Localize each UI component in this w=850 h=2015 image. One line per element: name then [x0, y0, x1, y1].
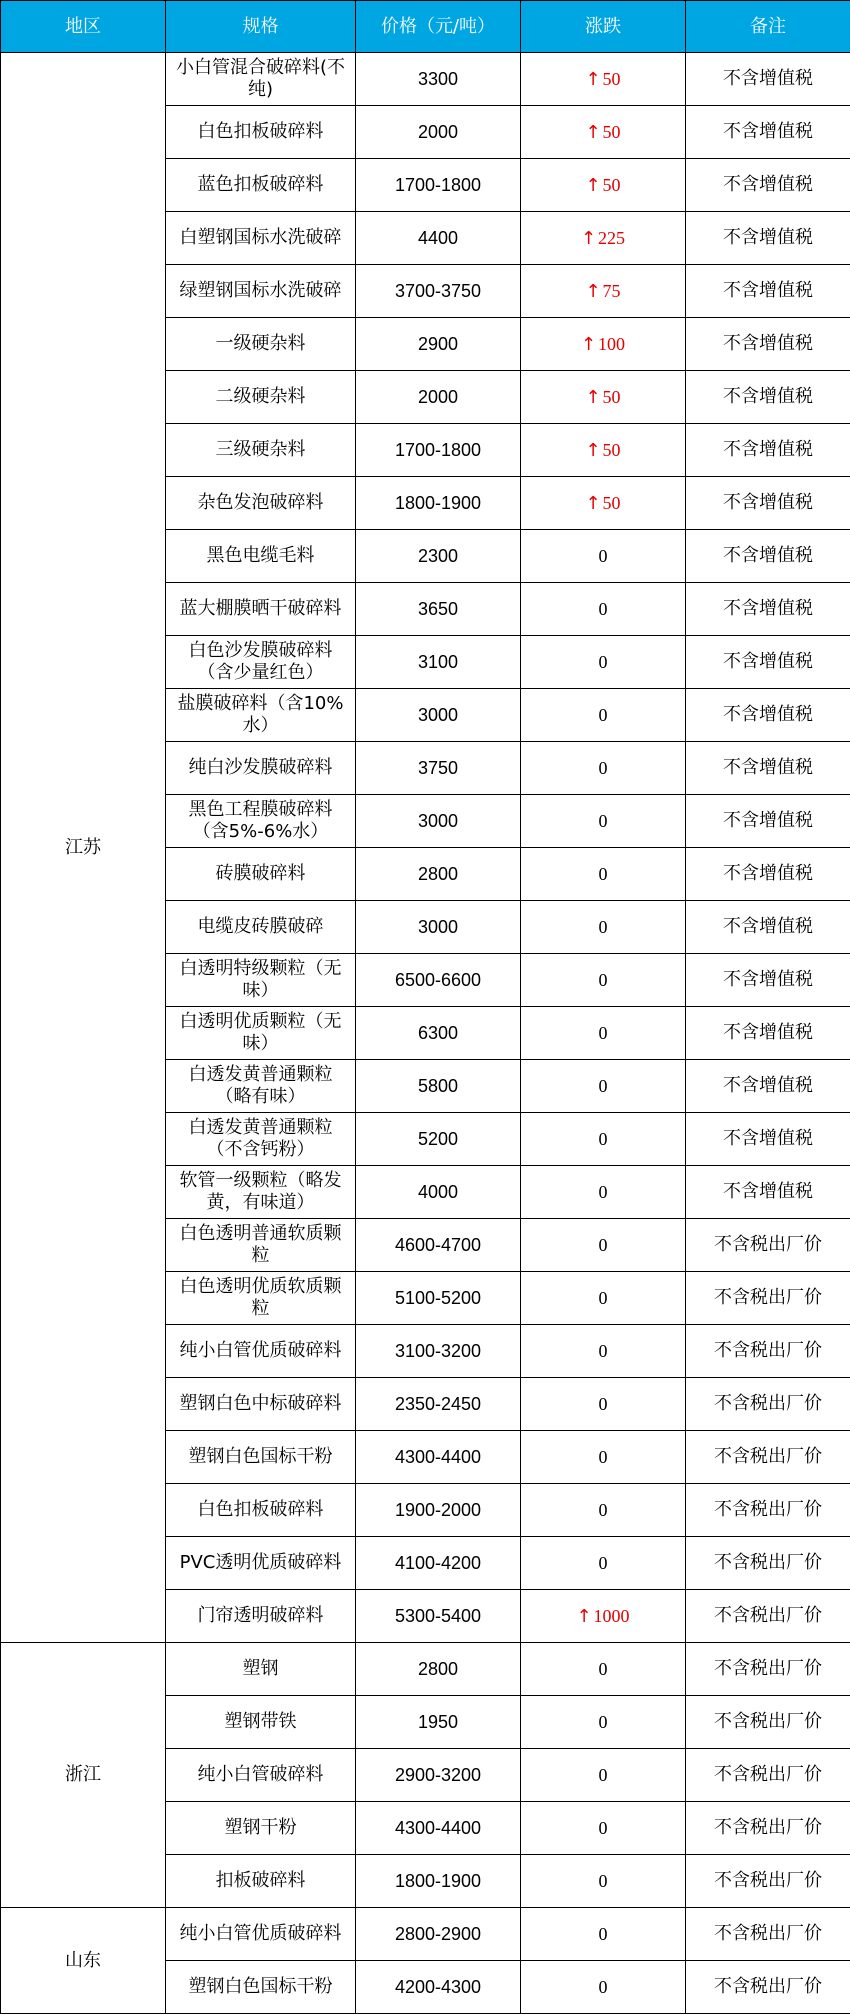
price-cell: 3650 — [356, 583, 521, 636]
price-cell: 3750 — [356, 742, 521, 795]
change-cell — [521, 1166, 686, 1219]
table-row — [1, 53, 850, 106]
price-cell: 4400 — [356, 212, 521, 265]
change-cell — [521, 1590, 686, 1643]
spec-cell: 一级硬杂料 — [166, 318, 356, 371]
spec-cell: 黑色工程膜破碎料（含5%-6%水） — [166, 795, 356, 848]
up-arrow-icon: ↑ — [580, 227, 597, 249]
change-value: 50 — [602, 439, 621, 460]
change-cell — [521, 742, 686, 795]
change-value: 0 — [598, 970, 608, 990]
header-region: 地区 — [1, 1, 166, 53]
price-cell: 2900-3200 — [356, 1749, 521, 1802]
spec-cell: 白色透明普通软质颗粒 — [166, 1219, 356, 1272]
spec-cell: 白色沙发膜破碎料（含少量红色） — [166, 636, 356, 689]
change-value: 0 — [598, 758, 608, 778]
note-cell: 不含税出厂价 — [686, 1378, 850, 1431]
note-cell: 不含增值税 — [686, 371, 850, 424]
spec-cell: 蓝大棚膜晒干破碎料 — [166, 583, 356, 636]
change-value: 0 — [598, 1659, 608, 1679]
price-cell: 4300-4400 — [356, 1802, 521, 1855]
region-cell: 山东 — [1, 1908, 166, 2014]
note-cell: 不含增值税 — [686, 901, 850, 954]
price-cell: 3000 — [356, 795, 521, 848]
spec-cell: 盐膜破碎料（含10%水） — [166, 689, 356, 742]
note-cell: 不含增值税 — [686, 954, 850, 1007]
price-cell: 5200 — [356, 1113, 521, 1166]
change-value: 100 — [598, 333, 626, 354]
price-cell: 4300-4400 — [356, 1431, 521, 1484]
price-cell: 4200-4300 — [356, 1961, 521, 2014]
spec-cell: 绿塑钢国标水洗破碎 — [166, 265, 356, 318]
change-value: 1000 — [593, 1605, 630, 1626]
change-cell — [521, 530, 686, 583]
spec-cell: PVC透明优质破碎料 — [166, 1537, 356, 1590]
spec-cell: 白透发黄普通颗粒（不含钙粉） — [166, 1113, 356, 1166]
change-cell — [521, 1855, 686, 1908]
change-value: 0 — [598, 1076, 608, 1096]
table-body — [1, 53, 850, 2014]
note-cell: 不含增值税 — [686, 848, 850, 901]
change-value: 0 — [598, 1182, 608, 1202]
change-cell — [521, 1908, 686, 1961]
note-cell: 不含增值税 — [686, 636, 850, 689]
change-value: 50 — [602, 121, 621, 142]
change-value: 50 — [602, 174, 621, 195]
note-cell: 不含增值税 — [686, 530, 850, 583]
change-cell — [521, 1484, 686, 1537]
region-cell: 浙江 — [1, 1643, 166, 1908]
price-cell: 1800-1900 — [356, 1855, 521, 1908]
change-value: 50 — [602, 68, 621, 89]
change-cell — [521, 1378, 686, 1431]
price-cell: 1700-1800 — [356, 424, 521, 477]
price-cell: 3100-3200 — [356, 1325, 521, 1378]
header-price: 价格（元/吨） — [356, 1, 521, 53]
region-cell: 江苏 — [1, 53, 166, 1643]
spec-cell: 塑钢白色中标破碎料 — [166, 1378, 356, 1431]
note-cell: 不含增值税 — [686, 53, 850, 106]
change-cell — [521, 1643, 686, 1696]
note-cell: 不含增值税 — [686, 1166, 850, 1219]
note-cell: 不含税出厂价 — [686, 1272, 850, 1325]
note-cell: 不含增值税 — [686, 583, 850, 636]
note-cell: 不含税出厂价 — [686, 1802, 850, 1855]
price-cell: 6300 — [356, 1007, 521, 1060]
change-cell — [521, 106, 686, 159]
note-cell: 不含税出厂价 — [686, 1855, 850, 1908]
table-row — [1, 1643, 850, 1696]
change-value: 0 — [598, 705, 608, 725]
change-cell — [521, 212, 686, 265]
up-arrow-icon: ↑ — [585, 386, 601, 408]
note-cell: 不含增值税 — [686, 742, 850, 795]
price-cell: 1700-1800 — [356, 159, 521, 212]
price-cell: 5300-5400 — [356, 1590, 521, 1643]
up-arrow-icon: ↑ — [585, 439, 601, 461]
change-value: 0 — [598, 1712, 608, 1732]
spec-cell: 白塑钢国标水洗破碎 — [166, 212, 356, 265]
table-row — [1, 1908, 850, 1961]
spec-cell: 纯白沙发膜破碎料 — [166, 742, 356, 795]
change-cell — [521, 159, 686, 212]
up-arrow-icon: ↑ — [580, 333, 597, 355]
change-value: 0 — [598, 1818, 608, 1838]
note-cell: 不含增值税 — [686, 1007, 850, 1060]
price-cell: 3700-3750 — [356, 265, 521, 318]
spec-cell: 小白管混合破碎料(不纯) — [166, 53, 356, 106]
spec-cell: 纯小白管破碎料 — [166, 1749, 356, 1802]
note-cell: 不含增值税 — [686, 1060, 850, 1113]
change-value: 0 — [598, 917, 608, 937]
spec-cell: 二级硬杂料 — [166, 371, 356, 424]
spec-cell: 门帘透明破碎料 — [166, 1590, 356, 1643]
change-cell — [521, 424, 686, 477]
price-cell: 2800 — [356, 848, 521, 901]
change-cell — [521, 371, 686, 424]
price-cell: 3100 — [356, 636, 521, 689]
change-cell — [521, 795, 686, 848]
change-cell — [521, 1325, 686, 1378]
change-cell — [521, 848, 686, 901]
note-cell: 不含税出厂价 — [686, 1537, 850, 1590]
price-cell: 2800 — [356, 1643, 521, 1696]
spec-cell: 塑钢白色国标干粉 — [166, 1961, 356, 2014]
spec-cell: 纯小白管优质破碎料 — [166, 1908, 356, 1961]
note-cell: 不含税出厂价 — [686, 1749, 850, 1802]
change-cell — [521, 318, 686, 371]
note-cell: 不含税出厂价 — [686, 1431, 850, 1484]
price-cell: 1950 — [356, 1696, 521, 1749]
price-cell: 5100-5200 — [356, 1272, 521, 1325]
change-value: 0 — [598, 1553, 608, 1573]
change-value: 0 — [598, 546, 608, 566]
spec-cell: 软管一级颗粒（略发黄，有味道） — [166, 1166, 356, 1219]
change-value: 0 — [598, 1288, 608, 1308]
spec-cell: 白透发黄普通颗粒（略有味） — [166, 1060, 356, 1113]
spec-cell: 塑钢带铁 — [166, 1696, 356, 1749]
note-cell: 不含增值税 — [686, 477, 850, 530]
spec-cell: 电缆皮砖膜破碎 — [166, 901, 356, 954]
change-value: 0 — [598, 1977, 608, 1997]
change-value: 0 — [598, 599, 608, 619]
spec-cell: 白透明特级颗粒（无味） — [166, 954, 356, 1007]
change-cell — [521, 53, 686, 106]
change-cell — [521, 689, 686, 742]
spec-cell: 白透明优质颗粒（无味） — [166, 1007, 356, 1060]
up-arrow-icon: ↑ — [585, 174, 601, 196]
change-cell — [521, 1749, 686, 1802]
change-value: 0 — [598, 1235, 608, 1255]
change-cell — [521, 1007, 686, 1060]
price-cell: 6500-6600 — [356, 954, 521, 1007]
change-cell — [521, 583, 686, 636]
note-cell: 不含增值税 — [686, 795, 850, 848]
spec-cell: 白色扣板破碎料 — [166, 1484, 356, 1537]
change-value: 0 — [598, 1341, 608, 1361]
up-arrow-icon: ↑ — [585, 121, 601, 143]
change-cell — [521, 1537, 686, 1590]
price-cell: 3300 — [356, 53, 521, 106]
note-cell: 不含增值税 — [686, 318, 850, 371]
price-cell: 1800-1900 — [356, 477, 521, 530]
price-cell: 2300 — [356, 530, 521, 583]
change-value: 0 — [598, 1924, 608, 1944]
change-cell — [521, 1961, 686, 2014]
change-value: 0 — [598, 1394, 608, 1414]
header-row — [1, 1, 850, 53]
up-arrow-icon: ↑ — [585, 492, 601, 514]
price-cell: 5800 — [356, 1060, 521, 1113]
spec-cell: 杂色发泡破碎料 — [166, 477, 356, 530]
price-cell: 1900-2000 — [356, 1484, 521, 1537]
change-value: 0 — [598, 1129, 608, 1149]
change-cell — [521, 1431, 686, 1484]
change-value: 225 — [598, 227, 626, 248]
price-cell: 2800-2900 — [356, 1908, 521, 1961]
spec-cell: 塑钢白色国标干粉 — [166, 1431, 356, 1484]
table-header — [1, 1, 850, 53]
note-cell: 不含增值税 — [686, 212, 850, 265]
up-arrow-icon: ↑ — [576, 1605, 592, 1627]
spec-cell: 白色扣板破碎料 — [166, 106, 356, 159]
change-cell — [521, 901, 686, 954]
note-cell: 不含增值税 — [686, 424, 850, 477]
spec-cell: 黑色电缆毛料 — [166, 530, 356, 583]
change-value: 75 — [602, 280, 621, 301]
spec-cell: 塑钢 — [166, 1643, 356, 1696]
note-cell: 不含增值税 — [686, 159, 850, 212]
change-value: 0 — [598, 1765, 608, 1785]
change-value: 0 — [598, 811, 608, 831]
note-cell: 不含增值税 — [686, 1113, 850, 1166]
price-cell: 4000 — [356, 1166, 521, 1219]
change-cell — [521, 954, 686, 1007]
spec-cell: 砖膜破碎料 — [166, 848, 356, 901]
spec-cell: 蓝色扣板破碎料 — [166, 159, 356, 212]
note-cell: 不含税出厂价 — [686, 1961, 850, 2014]
change-cell — [521, 265, 686, 318]
spec-cell: 三级硬杂料 — [166, 424, 356, 477]
change-cell — [521, 1113, 686, 1166]
change-value: 0 — [598, 1023, 608, 1043]
spec-cell: 纯小白管优质破碎料 — [166, 1325, 356, 1378]
header-spec: 规格 — [166, 1, 356, 53]
header-change: 涨跌 — [521, 1, 686, 53]
change-cell — [521, 1219, 686, 1272]
change-value: 50 — [602, 386, 621, 407]
price-cell: 2900 — [356, 318, 521, 371]
change-cell — [521, 1060, 686, 1113]
note-cell: 不含增值税 — [686, 265, 850, 318]
header-note: 备注 — [686, 1, 850, 53]
note-cell: 不含税出厂价 — [686, 1643, 850, 1696]
note-cell: 不含税出厂价 — [686, 1908, 850, 1961]
spec-cell: 塑钢干粉 — [166, 1802, 356, 1855]
note-cell: 不含增值税 — [686, 689, 850, 742]
change-cell — [521, 1272, 686, 1325]
note-cell: 不含税出厂价 — [686, 1325, 850, 1378]
note-cell: 不含增值税 — [686, 106, 850, 159]
change-value: 50 — [602, 492, 621, 513]
price-cell: 4600-4700 — [356, 1219, 521, 1272]
spec-cell: 白色透明优质软质颗粒 — [166, 1272, 356, 1325]
price-cell: 2000 — [356, 106, 521, 159]
spec-cell: 扣板破碎料 — [166, 1855, 356, 1908]
note-cell: 不含税出厂价 — [686, 1590, 850, 1643]
change-value: 0 — [598, 652, 608, 672]
price-cell: 4100-4200 — [356, 1537, 521, 1590]
change-cell — [521, 477, 686, 530]
change-value: 0 — [598, 864, 608, 884]
price-cell: 2350-2450 — [356, 1378, 521, 1431]
change-cell — [521, 636, 686, 689]
change-cell — [521, 1802, 686, 1855]
price-cell: 2000 — [356, 371, 521, 424]
note-cell: 不含税出厂价 — [686, 1696, 850, 1749]
note-cell: 不含税出厂价 — [686, 1484, 850, 1537]
note-cell: 不含税出厂价 — [686, 1219, 850, 1272]
up-arrow-icon: ↑ — [585, 280, 601, 302]
price-cell: 3000 — [356, 689, 521, 742]
price-cell: 3000 — [356, 901, 521, 954]
change-value: 0 — [598, 1871, 608, 1891]
change-value: 0 — [598, 1500, 608, 1520]
change-cell — [521, 1696, 686, 1749]
change-value: 0 — [598, 1447, 608, 1467]
up-arrow-icon: ↑ — [585, 68, 601, 90]
